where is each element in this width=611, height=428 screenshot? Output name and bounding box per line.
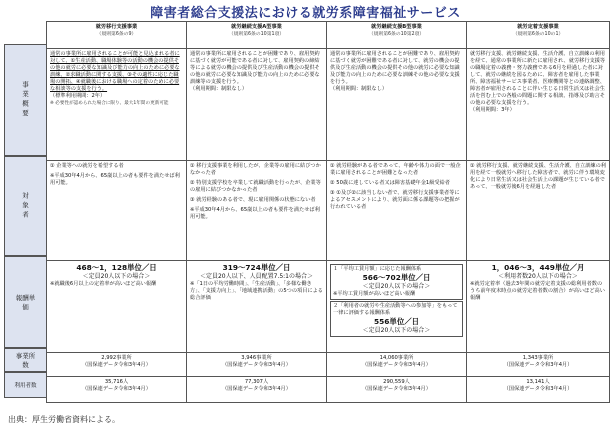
content-type-b: 通常の事業所に雇用されることが困難であり、雇用契約に基づく就労が困難である者に対して、就労の機会の提供及び生産活動の機会の提供その他の就労に必要な知識及び能力の向上のために必要な訓練その他の必要な支援を行う。 （利用期間：制限なし） bbox=[327, 49, 467, 161]
reward-type-a: 319～724単位／日 ＜定員20人以下、人員配置7.5:1の場合＞ ※「1日の平均労働時間」、「生産活動」、「多様な働き方」、「支援力向上」、「地域連携活動」の5つの項目による総合評価 bbox=[187, 261, 327, 353]
offices-type-a: 3,946事業所 （国保連データ令和3年4月） bbox=[187, 353, 327, 377]
reward-type-b: １「平均工賃月額」に応じた報酬体系 566～702単位／日 ＜定員20人以下の場合＞ ※平均工賃月額が高いほど高い報酬 ２「利用者の就労や生産活動等への参加等」をもって一律に評価する報酬体系 556単位／日 ＜定員20人以下の場合＞ bbox=[327, 261, 467, 353]
target-retention: ① 就労移行支援、就労継続支援、生活介護、自立訓練の利用を経て一般就労へ移行した障害者で、就労に伴う環境変化により日常生活又は社会生活上の課題が生じている者であって、一般就労後6月を経過した者 bbox=[467, 161, 610, 261]
reward-retention: 1，046～3，449単位／月 ＜利用者数20人以下の場合＞ ※就労定着率（過去3年間の就労定着支援の総利用者数のうち前年度末時点の就労定着者数の割合）が高いほど高い報酬 bbox=[467, 261, 610, 353]
target-transition: ① 企業等への就労を希望する者 ※平成30年4月から、65歳以上の者も要件を満たせば利用可能。 bbox=[47, 161, 187, 261]
row-label-reward: 報酬単価 bbox=[4, 256, 46, 348]
target-type-b: ① 就労経験がある者であって、年齢や体力の面で一般企業に雇用されることが困難となった者 ② 50歳に達している者又は障害基礎年金1級受給者 ③ ①及び②に該当しない者で、就労移行支援事業者等によるアセスメントにより、就労面に係る課題等の把握が行われている者 bbox=[327, 161, 467, 261]
offices-retention: 1,343事業所 （国保連データ令和3年4月） bbox=[467, 353, 610, 377]
source-footer: 出典：厚生労働省資料による。 bbox=[8, 415, 120, 424]
header-retention: 就労定着支援事業 （規則第6条の10の1） bbox=[467, 22, 610, 49]
header-transition: 就労移行支援事業 （規則第6条の9） bbox=[47, 22, 187, 49]
row-label-content: 事業概要 bbox=[4, 44, 46, 156]
page-title: 障害者総合支援法における就労系障害福祉サービス bbox=[150, 6, 461, 21]
users-transition: 35,716人 （国保連データ令和3年4月） bbox=[47, 377, 187, 403]
reward-transition: 468～1，128単位／日 ＜定員20人以下の場合＞ ※就職後6月以上の定着率が高いほど高い報酬 bbox=[47, 261, 187, 353]
offices-transition: 2,992事業所 （国保連データ令和3年4月） bbox=[47, 353, 187, 377]
row-label-users: 利用者数 bbox=[4, 372, 46, 398]
content-retention: 就労移行支援、就労継続支援、生活介護、自立訓練の利用を経て、通常の事業所に新たに雇用され、就労移行支援等の職場定着の義務・努力義務である6月を経過した者に対して、就労の継続を図るために、障害者を雇用した事業所、障害福祉サービス事業者、医療機関等との連絡調整、障害者が雇用されることに伴い生じる日常生活又は社会生活を営む上での各般の問題に関する相談、指導及び助言その他の必要な支援を行う。 （利用期間：3年） bbox=[467, 49, 610, 161]
users-type-a: 77,307人 （国保連データ令和3年4月） bbox=[187, 377, 327, 403]
row-label-target: 対象者 bbox=[4, 156, 46, 256]
header-type-a: 就労継続支援A型事業 （規則第6条の10第1項） bbox=[187, 22, 327, 49]
row-label-offices: 事業所数 bbox=[4, 348, 46, 372]
target-type-a: ① 移行支援事業を利用したが、企業等の雇用に結びつかなかった者 ② 特別支援学校を卒業して就職活動を行ったが、企業等の雇用に結びつかなかった者 ③ 就労経験のある者で、現に雇用関係の状態にない者 ※平成30年4月から、65歳以上の者も要件を満たせば利用可能。 bbox=[187, 161, 327, 261]
content-transition: 通常の事業所に雇用されることが可能と見込まれる者に対して、①生産活動、職場体験等の活動の機会の提供その他の就労に必要な知識及び能力の向上のために必要な訓練、②求職活動に関する支援、③その適性に応じた職場の開拓、④就職後における職場への定着のために必要な相談等の支援を行う。 （標準利用期間：2年） ※ 必要性が認められた場合に限り、最大1年間の更新可能 bbox=[47, 49, 187, 161]
header-type-b: 就労継続支援B型事業 （規則第6条の10第2項） bbox=[327, 22, 467, 49]
offices-type-b: 14,060事業所 （国保連データ令和3年4月） bbox=[327, 353, 467, 377]
users-retention: 13,141人 （国保連データ令和3年4月） bbox=[467, 377, 610, 403]
content-type-a: 通常の事業所に雇用されることが困難であり、雇用契約に基づく就労が可能である者に対して、雇用契約の締結等による就労の機会の提供及び生産活動の機会の提供その他の就労に必要な知識及び能力の向上のために必要な訓練等の支援を行う。 （利用期間：制限なし） bbox=[187, 49, 327, 161]
users-type-b: 290,559人 （国保連データ令和3年4月） bbox=[327, 377, 467, 403]
services-table bbox=[46, 21, 610, 403]
